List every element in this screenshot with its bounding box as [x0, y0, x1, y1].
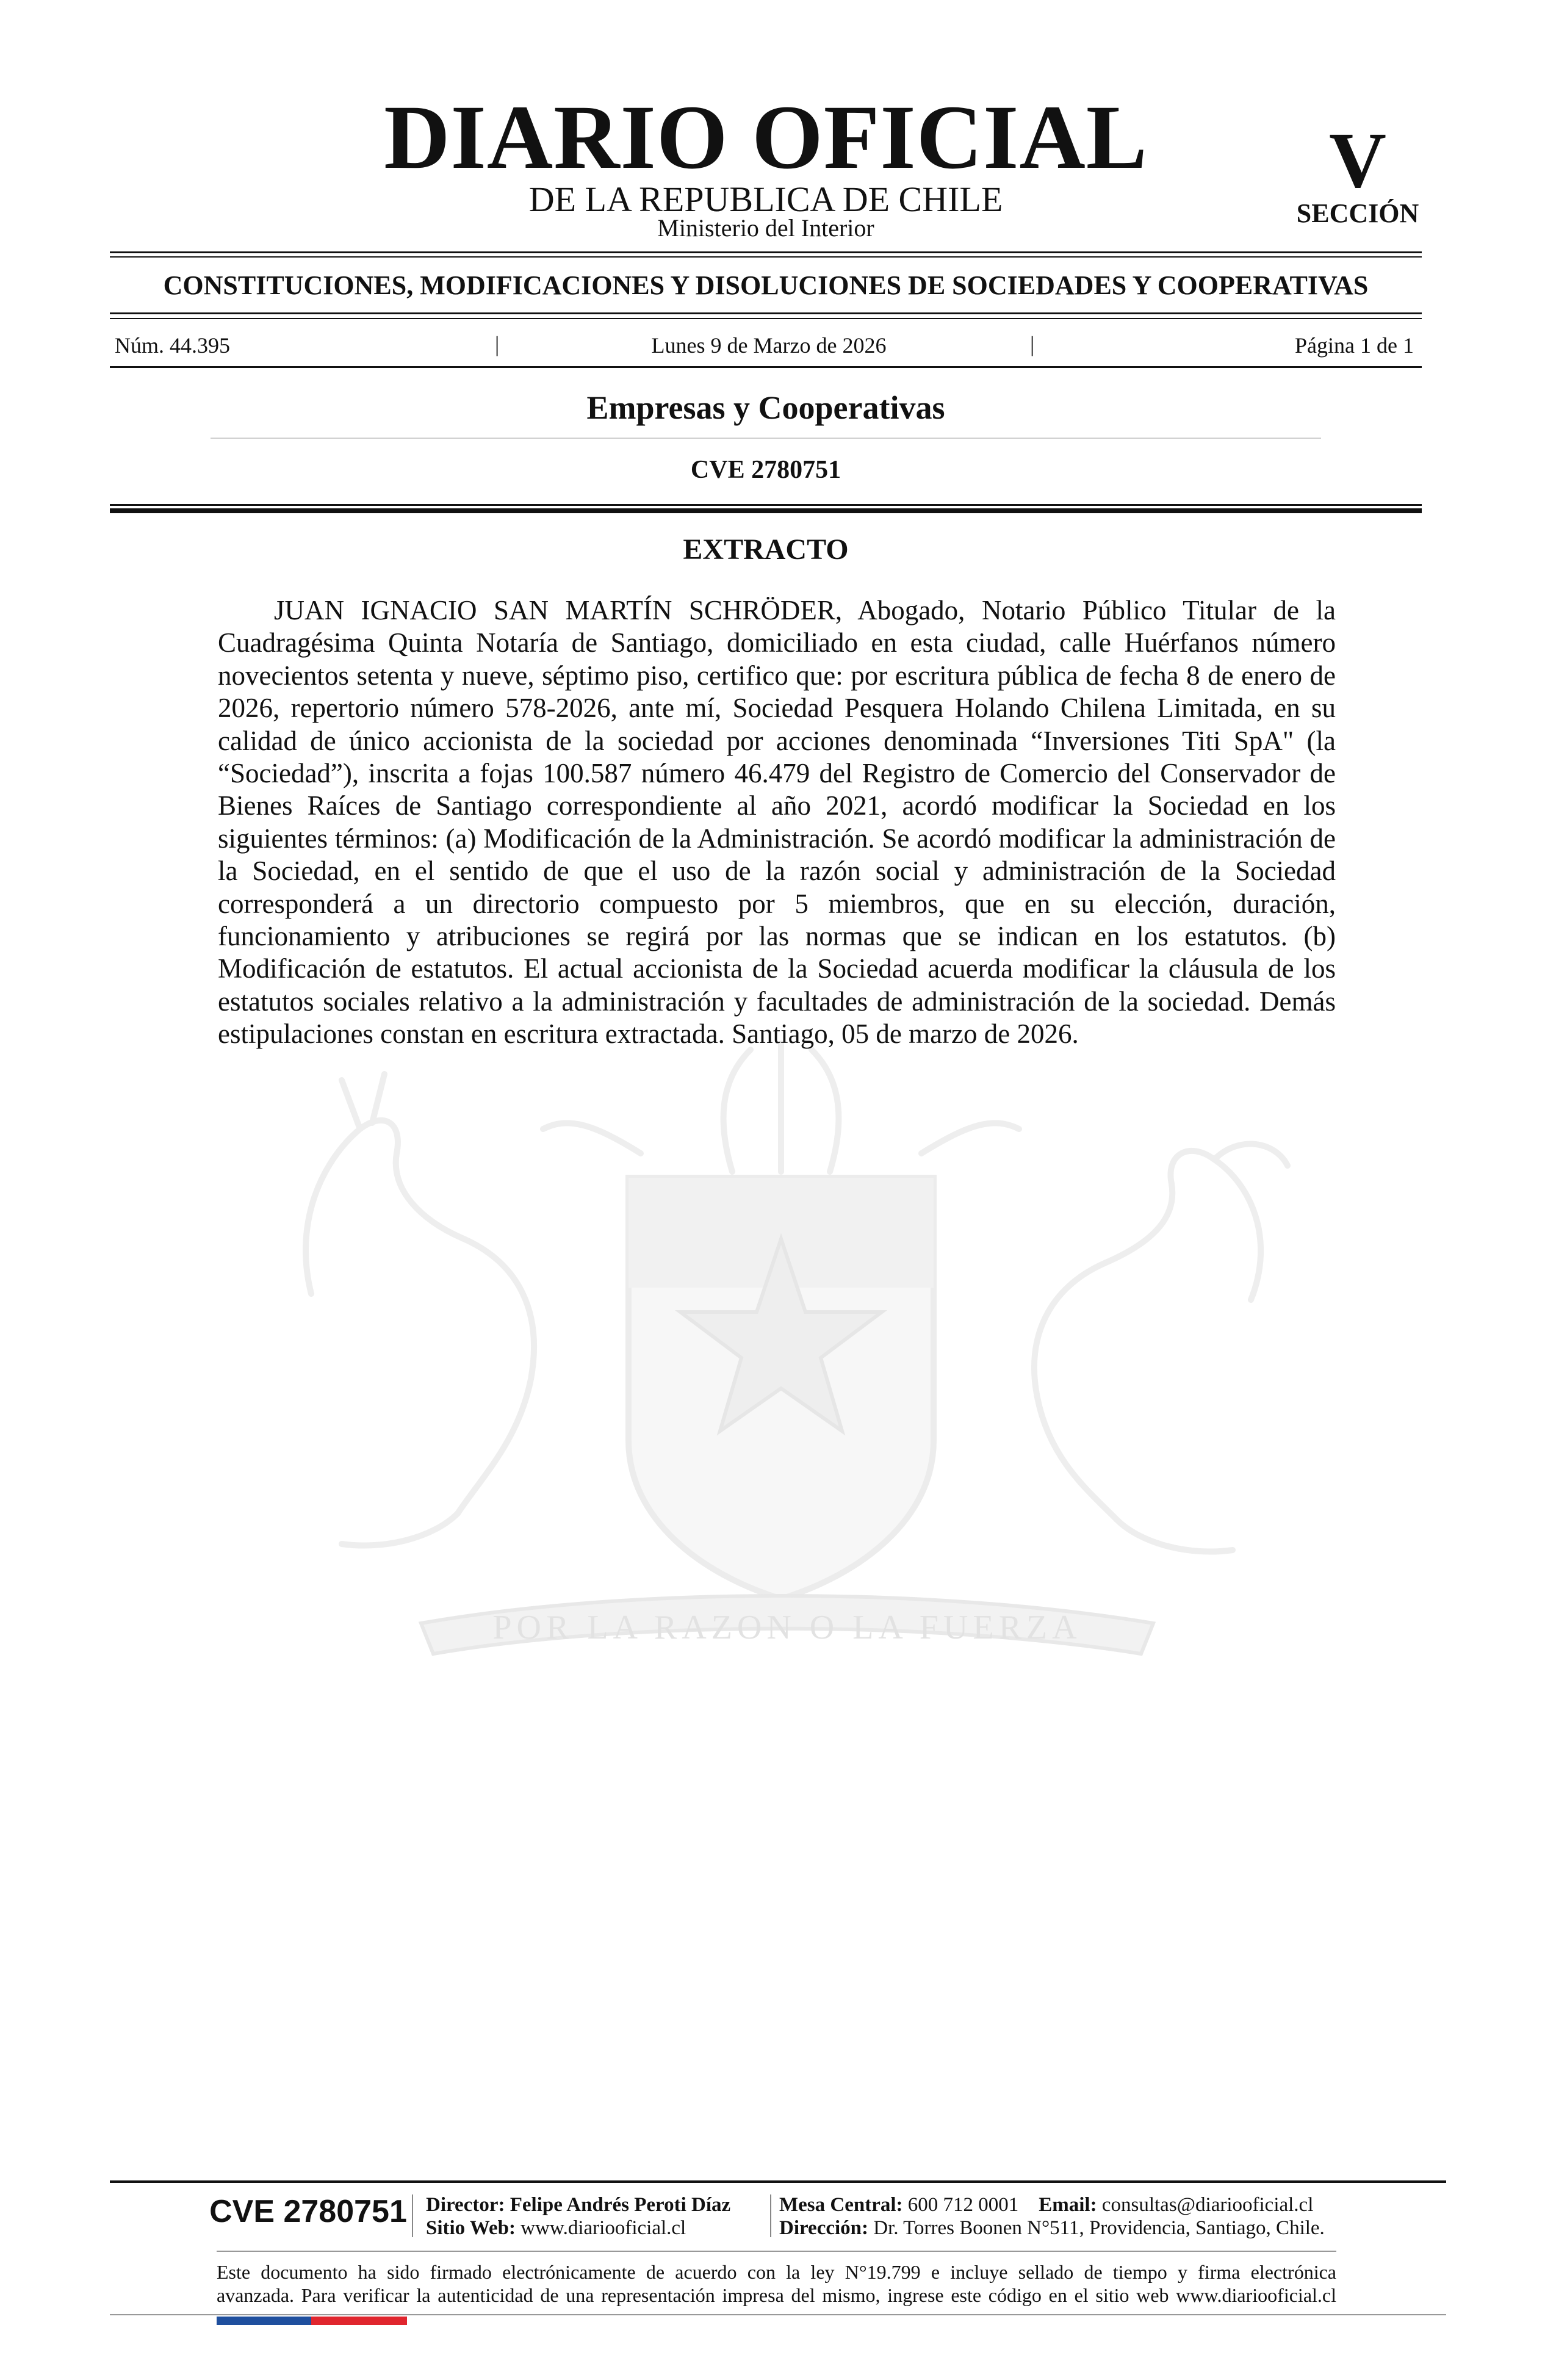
- issue-divider: [110, 366, 1422, 368]
- section-label: SECCIÓN: [1296, 198, 1419, 228]
- footer-column-separator: [770, 2194, 771, 2237]
- cve-divider: [110, 504, 1422, 506]
- document-heading: EXTRACTO: [683, 533, 849, 566]
- subsection-title: Empresas y Cooperativas: [586, 389, 945, 426]
- category-divider: [110, 318, 1422, 319]
- email-link[interactable]: consultas@diariooficial.cl: [1101, 2194, 1314, 2216]
- footer-contact-left: [426, 2193, 730, 2240]
- legal-line: avanzada. Para verificar la autenticidad de una representación impresa del mismo, ingrese este código en el sitio web www.diariooficial.cl: [217, 2284, 1336, 2306]
- header-divider: [110, 251, 1422, 253]
- flag-stripe-red: [311, 2317, 407, 2325]
- phone-label: Mesa Central:: [779, 2194, 903, 2216]
- cve-divider-thick: [110, 508, 1422, 513]
- director-label: Director:: [426, 2194, 505, 2216]
- phone-value: 600 712 0001: [907, 2194, 1019, 2216]
- subsection-divider: [211, 438, 1321, 439]
- footer-legal-notice: [217, 2260, 1336, 2307]
- address-label: Dirección:: [779, 2217, 869, 2239]
- footer-address: [779, 2216, 1325, 2240]
- footer-website: [426, 2216, 730, 2240]
- website-link[interactable]: www.diariooficial.cl: [520, 2217, 686, 2239]
- section-letter: V: [1329, 117, 1386, 204]
- footer-divider: [217, 2251, 1336, 2252]
- header-divider: [110, 256, 1422, 258]
- website-label: Sitio Web:: [426, 2217, 516, 2239]
- footer-director: [426, 2193, 730, 2216]
- footer-divider: [110, 2180, 1446, 2183]
- footer-divider: [110, 2314, 1446, 2315]
- masthead-ministry: Ministerio del Interior: [657, 214, 874, 242]
- footer-contact-right: [779, 2193, 1325, 2240]
- category-divider: [110, 312, 1422, 314]
- document-body: JUAN IGNACIO SAN MARTÍN SCHRÖDER, Abogado, Notario Público Titular de la Cuadragésima Quinta Notaría de Santiago, domiciliado en esta ciudad, calle Huérfanos número novecientos setenta y nueve, séptimo piso, certifico que: por escritura pública de fecha 8 de enero de 2026, repertorio número 578-2026, ante mí, Sociedad Pesquera Holando Chilena Limitada, en su calidad de único accionista de la sociedad por acciones denominada “Inversiones Titi SpA" (la “Sociedad”), inscrita a fojas 100.587 número 46.479 del Registro de Comercio del Conservador de Bienes Raíces de Santiago correspondiente al año 2021, acordó modificar la Sociedad en los siguientes términos: (a) Modificación de la Administración. Se acordó modificar la administración de la Sociedad, en el sentido de que el uso de la razón social y administración de la Sociedad corresponderá a un directorio compuesto por 5 miembros, que en su elección, duración, funcionamiento y atribuciones se regirá por las normas que se indican en los estatutos. (b) Modificación de estatutos. El actual accionista de la Sociedad acuerda modificar la cláusula de los estatutos sociales relativo a la administración y facultades de administración de la sociedad. Demás estipulaciones constan en escritura extractada. Santiago, 05 de marzo de 2026.: [218, 595, 1336, 1050]
- category-title: CONSTITUCIONES, MODIFICACIONES Y DISOLUCIONES DE SOCIEDADES Y COOPERATIVAS: [163, 270, 1369, 300]
- issue-number: Núm. 44.395: [115, 333, 230, 358]
- masthead-subtitle: DE LA REPUBLICA DE CHILE: [528, 179, 1003, 219]
- legal-line: Este documento ha sido firmado electrónicamente de acuerdo con la ley N°19.799 e incluye sellado de tiempo y firma electrónica: [217, 2261, 1336, 2283]
- issue-date: Lunes 9 de Marzo de 2026: [651, 333, 887, 358]
- footer-column-separator: [412, 2194, 413, 2237]
- chile-coat-of-arms-icon: [201, 1037, 1361, 1678]
- masthead-title: DIARIO OFICIAL: [384, 87, 1148, 188]
- footer-cve-code: CVE 2780751: [209, 2194, 407, 2229]
- email-label: Email:: [1039, 2194, 1097, 2216]
- flag-stripe-blue: [217, 2317, 311, 2325]
- footer-phone-email: [779, 2193, 1325, 2216]
- issue-separator: |: [1030, 332, 1035, 356]
- issue-separator: |: [495, 332, 500, 356]
- director-value: Felipe Andrés Peroti Díaz: [510, 2194, 731, 2216]
- watermark-motto: POR LA RAZON O LA FUERZA: [492, 1609, 1082, 1646]
- issue-page: Página 1 de 1: [1295, 333, 1414, 358]
- address-value: Dr. Torres Boonen N°511, Providencia, Santiago, Chile.: [873, 2217, 1325, 2239]
- cve-code: CVE 2780751: [690, 456, 841, 484]
